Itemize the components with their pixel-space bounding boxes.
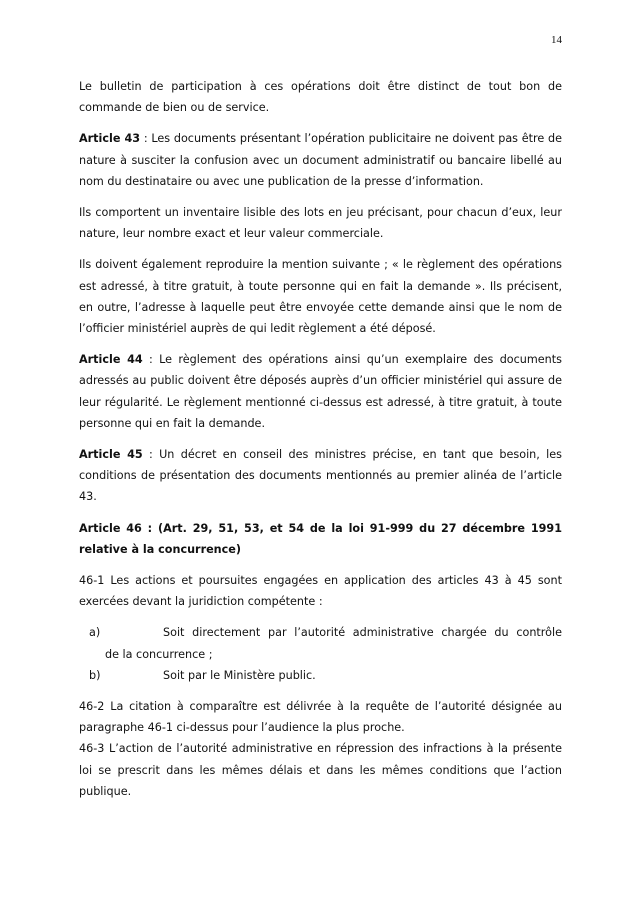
- paragraph-bulletin: Le bulletin de participation à ces opérations doit être distinct de tout bon de commande de bien ou de service.: [79, 80, 562, 115]
- paragraph-46-1: 46-1 Les actions et poursuites engagées en application des articles 43 à 45 sont exercées devant la juridiction compétente :: [79, 574, 562, 609]
- list-item-a-line2: de la concurrence ;: [105, 647, 213, 661]
- list-item-b: [89, 665, 562, 686]
- article-45-label: Article 45: [79, 448, 143, 462]
- paragraph-46-2: 46-2 La citation à comparaître est délivrée à la requête de l’autorité désignée au paragraphe 46-1 ci-dessus pour l’audience la plus proche.: [79, 700, 562, 735]
- list-item-a: [89, 622, 562, 664]
- article-46-heading: [79, 518, 562, 560]
- paragraph-inventaire: Ils comportent un inventaire lisible des lots en jeu précisant, pour chacun d’eux, leur nature, leur nombre exact et leur valeur commerciale.: [79, 206, 562, 241]
- article-43-label: Article 43: [79, 132, 141, 146]
- paragraph-article-45: [79, 444, 562, 508]
- paragraph-mention: Ils doivent également reproduire la mention suivante ; « le règlement des opérations est adressé, à titre gratuit, à toute personne qui en fait la demande ». Ils précisent, en outre, l’adresse à laquelle peut être envoyée cette demande ainsi que le nom de l’officier ministériel auprès de qui ledit règlement a été déposé.: [79, 258, 562, 336]
- article-44-label: Article 44: [79, 353, 143, 367]
- list-item-a-line1: Soit directement par l’autorité administrative chargée du contrôle: [163, 626, 562, 640]
- page-number: 14: [551, 34, 562, 46]
- article-45-text: : Un décret en conseil des ministres précise, en tant que besoin, les conditions de présentation des documents mentionnés au premier alinéa de l’article 43.: [79, 448, 562, 504]
- paragraph-article-44: [79, 349, 562, 434]
- list-item-b-text: Soit par le Ministère public.: [163, 668, 316, 682]
- article-46-heading-text: Article 46 : (Art. 29, 51, 53, et 54 de la loi 91-999 du 27 décembre 1991 relative à la concurrence): [79, 521, 562, 556]
- paragraph-article-43: [79, 128, 562, 192]
- jurisdiction-list: [79, 622, 562, 686]
- list-marker-a: a): [89, 626, 101, 640]
- list-marker-b: b): [89, 668, 101, 682]
- article-44-text: : Le règlement des opérations ainsi qu’un exemplaire des documents adressés au public doivent être déposés auprès d’un officier ministériel qui assure de leur régularité. Le règlement mentionné ci-dessus est adressé, à titre gratuit, à toute personne qui en fait la demande.: [79, 353, 562, 430]
- document-body: [79, 76, 562, 812]
- article-43-text: : Les documents présentant l’opération publicitaire ne doivent pas être de nature à susciter la confusion avec un document administratif ou bancaire libellé au nom du destinataire ou avec une publication de la presse d’information.: [79, 132, 562, 188]
- paragraph-46-3: 46-3 L’action de l’autorité administrative en répression des infractions à la présente loi se prescrit dans les mêmes délais et dans les mêmes conditions que l’action publique.: [79, 742, 562, 798]
